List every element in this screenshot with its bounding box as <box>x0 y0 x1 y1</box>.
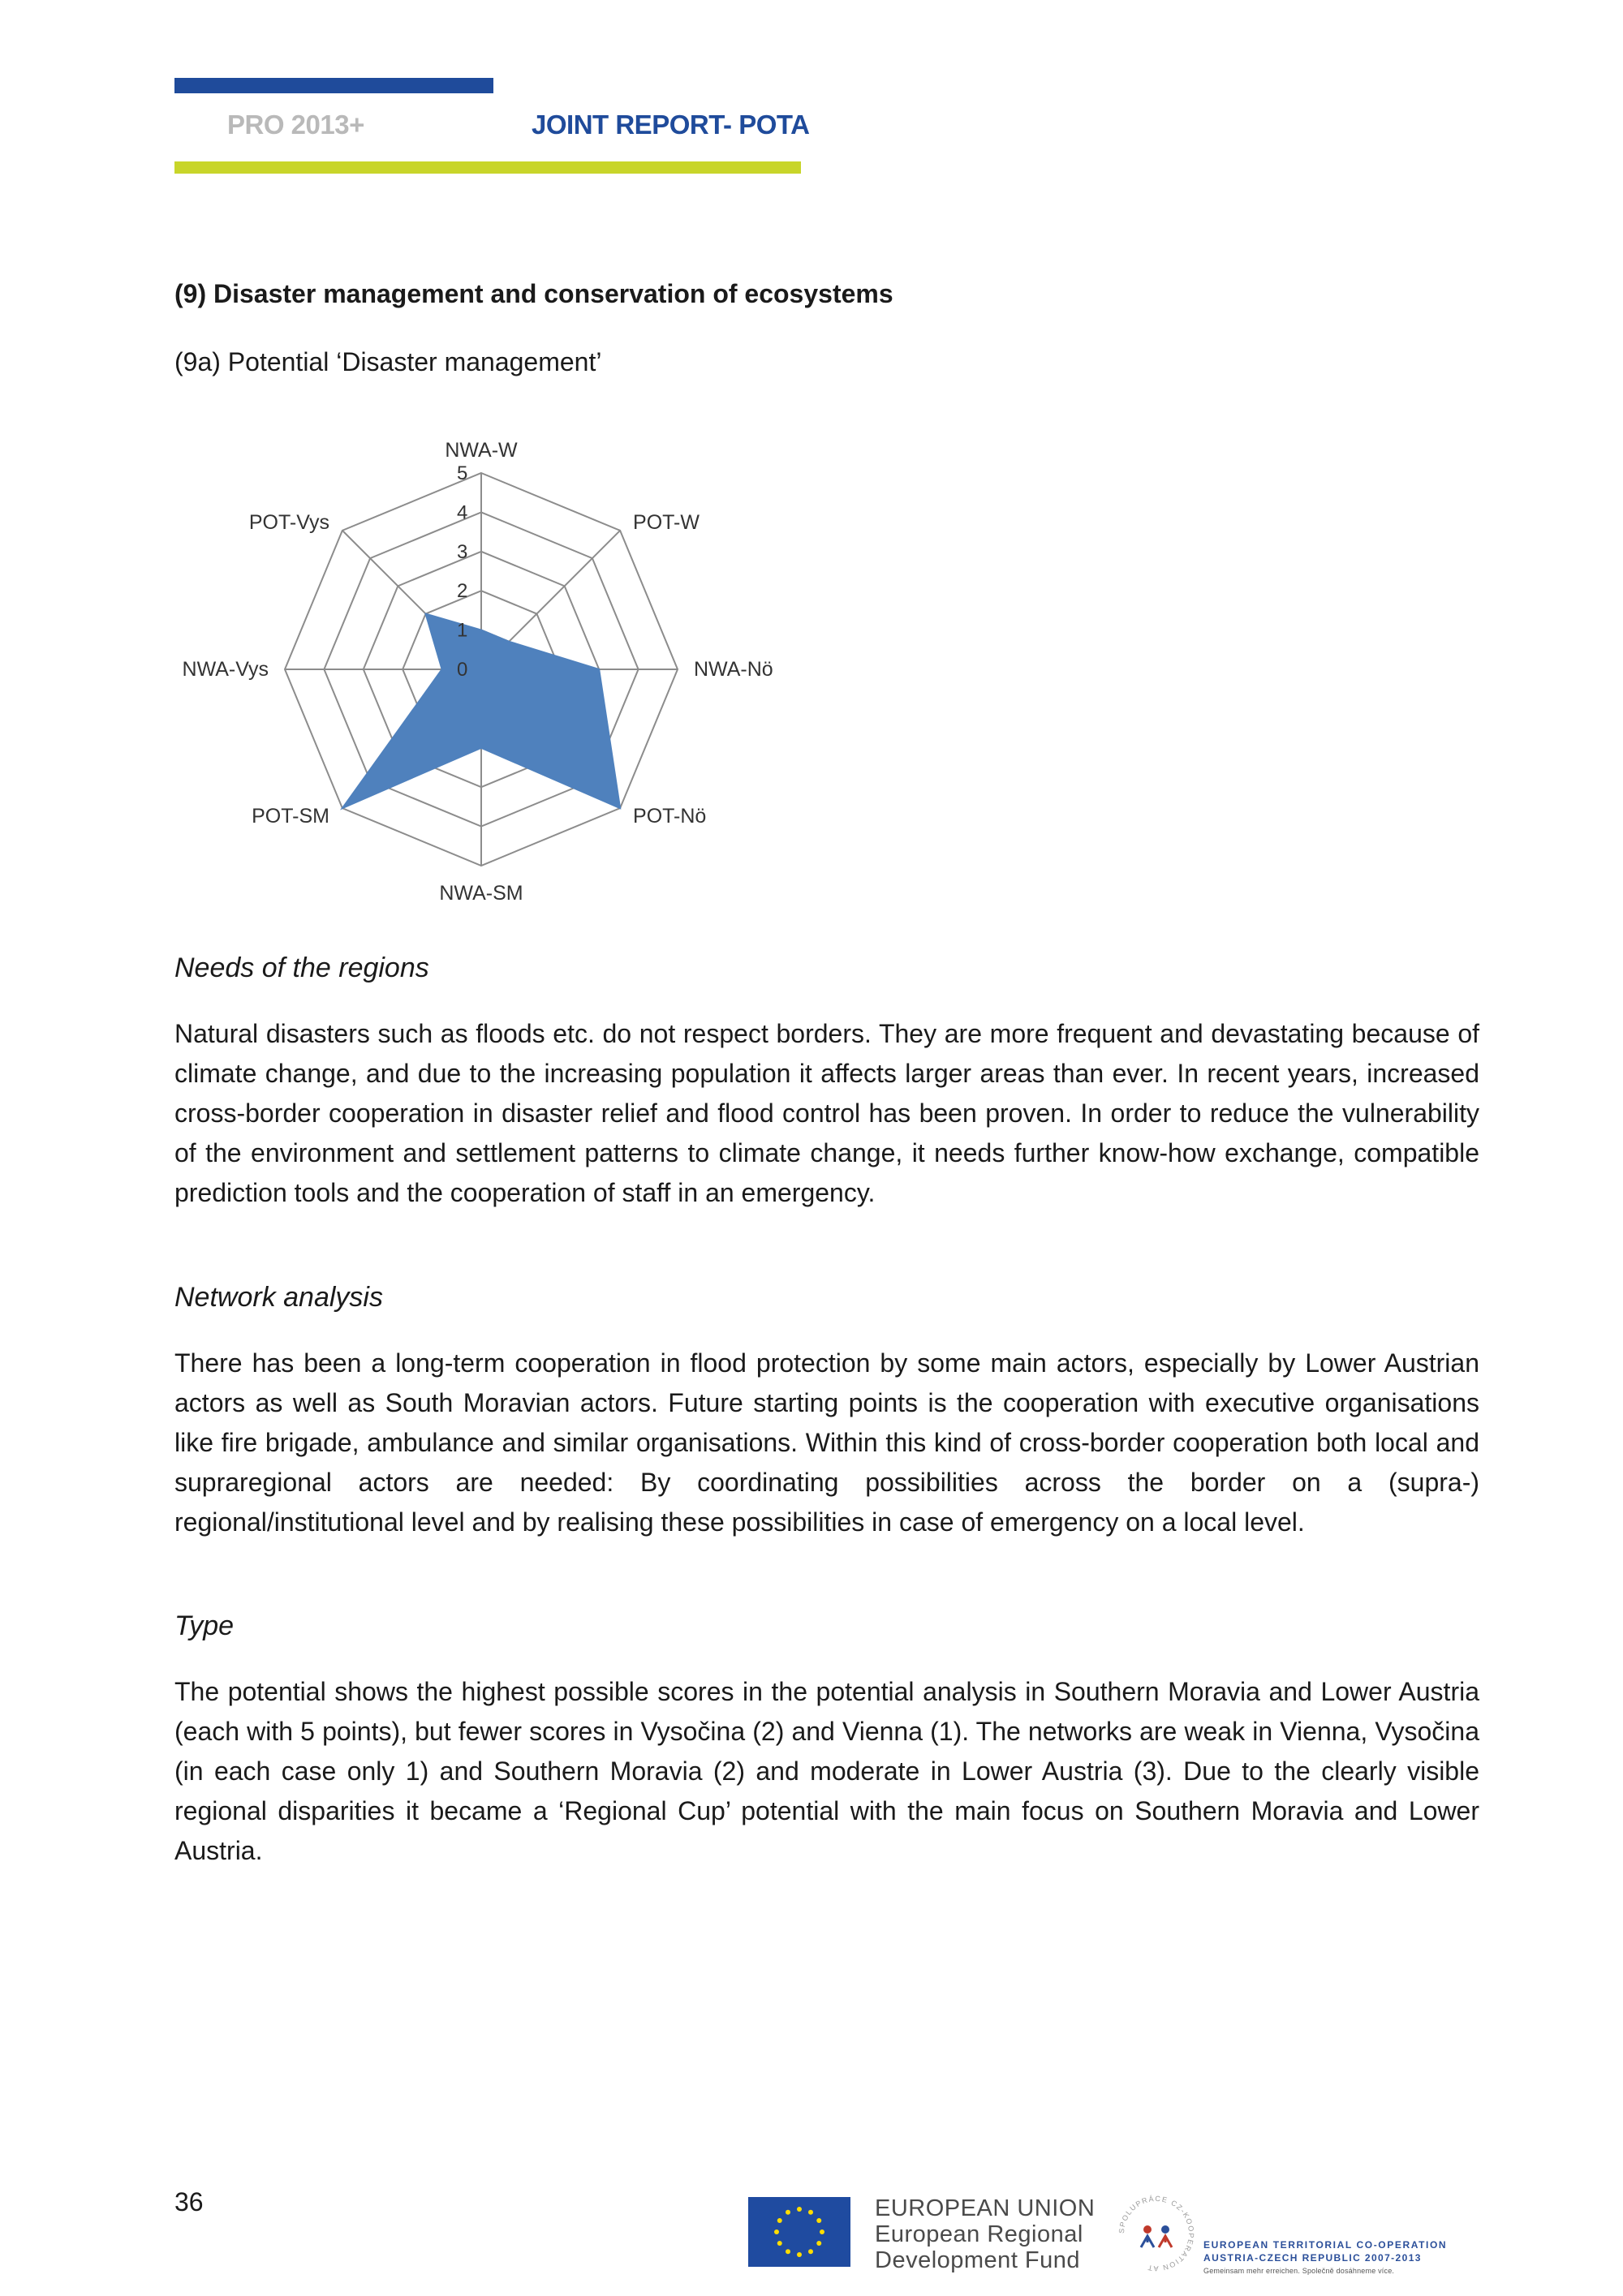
tick-label: 1 <box>457 619 468 642</box>
axis-label: POT-Nö <box>633 805 707 828</box>
etc-line-2: AUSTRIA-CZECH REPUBLIC 2007-2013 <box>1203 2252 1422 2264</box>
eu-fund-text <box>875 2195 1095 2273</box>
needs-paragraph: Natural disasters such as floods etc. do not respect borders. They are more frequent and devastating because of climate change, and due to the increasing population it affects larger areas than ever. In recent years, increased cross-border cooperation in disaster relief and flood control has been proven. In order to reduce the vulnerability of the environment and settlement patterns to climate change, it needs further know-how exchange, compatible prediction tools and the cooperation of staff in an emergency. <box>174 1019 1479 1207</box>
axis-label: POT-Vys <box>248 510 329 534</box>
axis-label: NWA-W <box>445 439 518 462</box>
axis-label: POT-SM <box>252 805 329 828</box>
network-heading: Network analysis <box>174 1282 383 1313</box>
header-left-title: PRO 2013+ <box>227 110 364 140</box>
tick-label: 2 <box>457 580 468 603</box>
tick-label: 0 <box>457 659 468 681</box>
type-paragraph: The potential shows the highest possible scores in the potential analysis in Southern Moravia and Lower Austria (each with 5 points), but fewer scores in Vysočina (2) and Vienna (1). The networks are weak in Vienna, Vysočina (in each case only 1) and Southern Moravia (2) and moderate in Lower Austria (3). Due to the clearly visible regional disparities it became a ‘Regional Cup’ potential with the main focus on Southern Moravia and Lower Austria. <box>174 1677 1479 1865</box>
eu-line-1: EUROPEAN UNION <box>875 2195 1096 2221</box>
axis-label: POT-W <box>633 510 700 534</box>
axis-label: NWA-SM <box>439 882 523 905</box>
page-number: 36 <box>174 2187 204 2216</box>
needs-heading: Needs of the regions <box>174 952 429 983</box>
etc-line-3: Gemeinsam mehr erreichen. Společně dosáhneme více. <box>1203 2267 1395 2275</box>
tick-label: 5 <box>457 462 468 484</box>
network-paragraph: There has been a long-term cooperation in flood protection by some main actors, especially by Lower Austrian actors as well as South Moravian actors. Future starting points is the cooperation with executive organisations like fire brigade, ambulance and similar organisations. Within this kind of cross-border cooperation both local and supraregional actors are needed: By coordinating possibilities across the border on a (supra-) regional/institutional level and by realising these possibilities in case of emergency on a local level. <box>174 1348 1479 1537</box>
radar-chart <box>162 422 812 909</box>
section-title: (9) Disaster management and conservation of ecosystems <box>174 279 893 308</box>
eu-flag-icon <box>748 2197 850 2267</box>
eu-star-icon <box>774 2229 779 2234</box>
etc-line-1: EUROPEAN TERRITORIAL CO-OPERATION <box>1203 2239 1448 2251</box>
eu-star-icon <box>816 2241 821 2246</box>
eu-star-icon <box>777 2218 782 2223</box>
eu-star-icon <box>808 2249 813 2254</box>
chart-subtitle: (9a) Potential ‘Disaster management’ <box>174 347 602 376</box>
eu-line-3: Development Fund <box>875 2247 1081 2273</box>
axis-label: NWA-Nö <box>694 658 773 681</box>
eu-star-icon <box>777 2241 782 2246</box>
eu-star-icon <box>820 2229 824 2234</box>
type-heading: Type <box>174 1610 235 1641</box>
eu-star-icon <box>786 2210 790 2215</box>
eu-star-icon <box>786 2249 790 2254</box>
logo-ring-text: SPOLUPRÁCE CZ-KOOPERATION AT <box>1117 2194 1196 2273</box>
axis-label: NWA-Vys <box>182 658 269 681</box>
tick-label: 3 <box>457 540 468 563</box>
eu-stars-icon <box>748 2197 850 2267</box>
tick-label: 4 <box>457 501 468 524</box>
header-right-title: JOINT REPORT- POTA <box>532 110 810 140</box>
header-blue-bar <box>174 78 493 93</box>
etc-text-block <box>1203 2238 1447 2277</box>
eu-line-2: European Regional <box>875 2221 1083 2247</box>
eu-star-icon <box>797 2207 802 2212</box>
cooperation-logo-icon <box>1113 2191 1199 2277</box>
header-lime-bar <box>174 161 801 174</box>
eu-star-icon <box>816 2218 821 2223</box>
radar-chart-svg <box>162 422 812 909</box>
eu-star-icon <box>797 2252 802 2257</box>
eu-star-icon <box>808 2210 813 2215</box>
